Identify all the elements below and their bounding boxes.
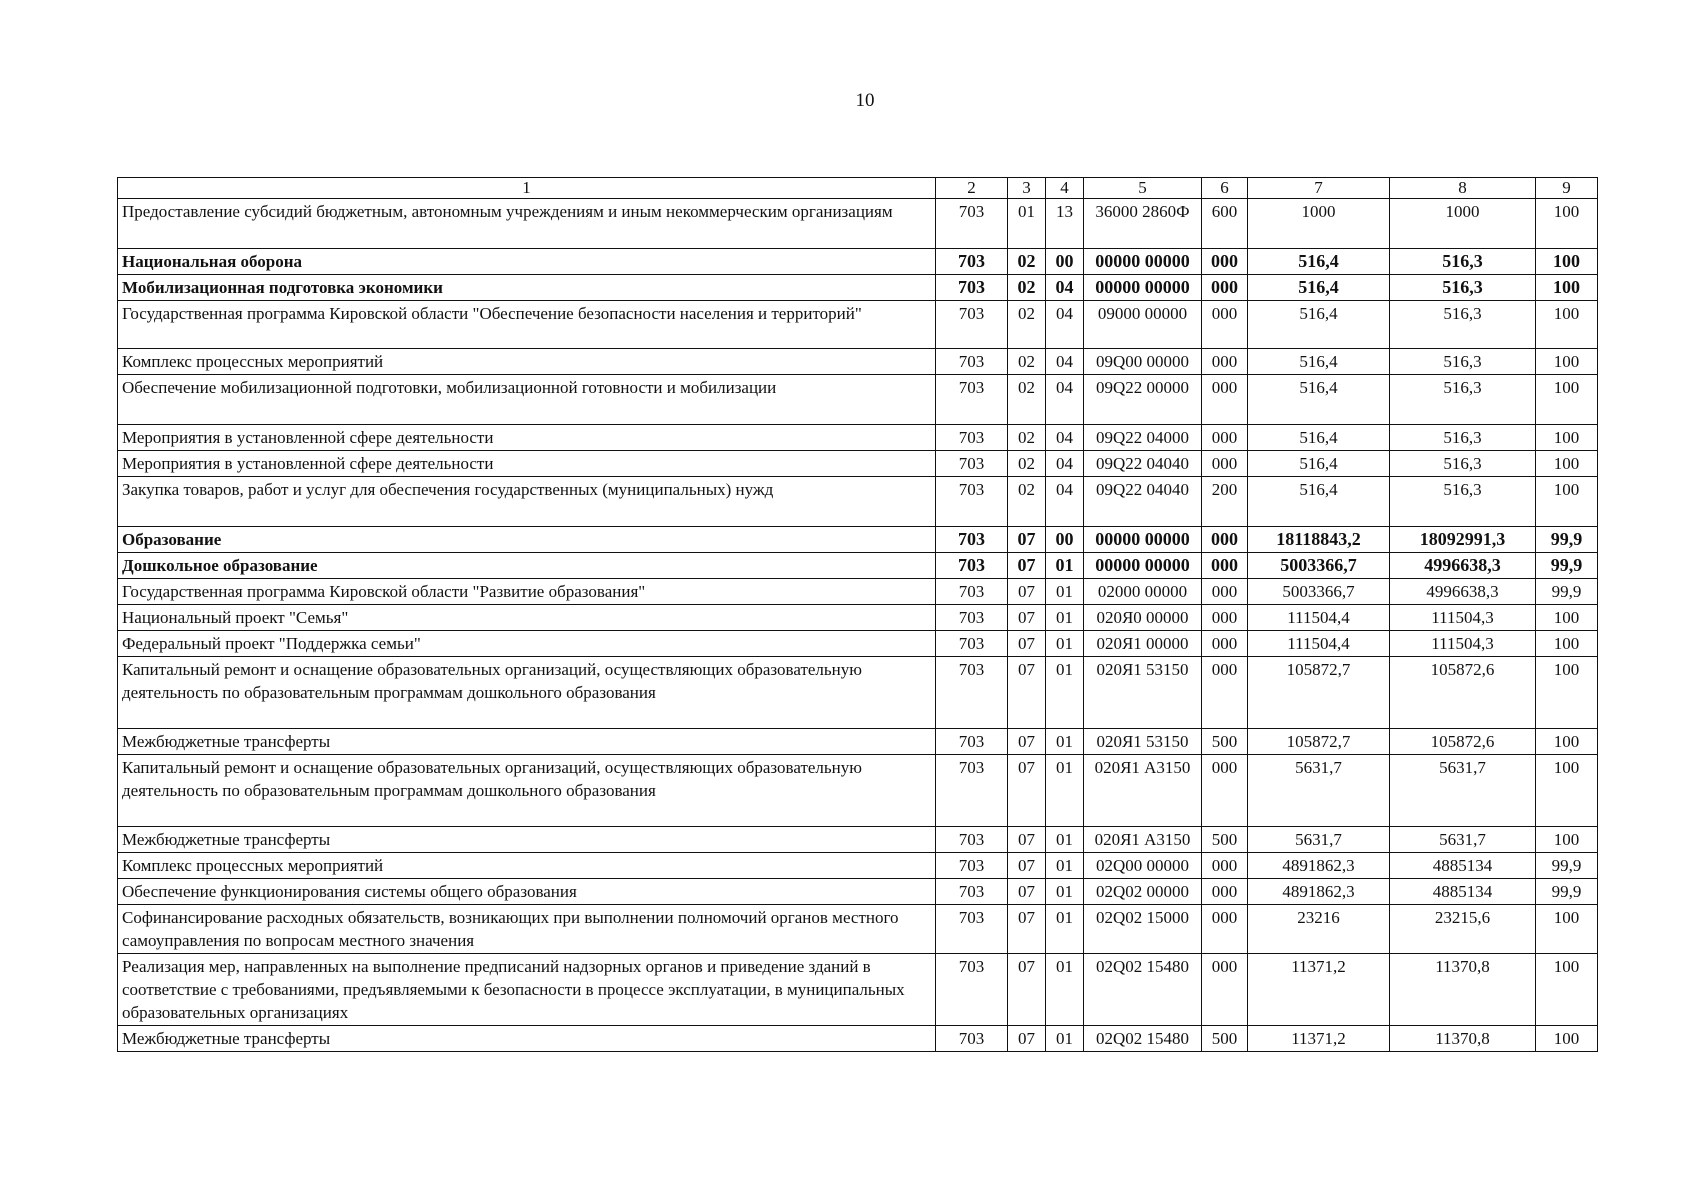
ministry-code-cell: 703 xyxy=(936,425,1008,451)
table-body xyxy=(118,199,1598,1052)
row-name-cell: Государственная программа Кировской области "Развитие образования" xyxy=(118,579,936,605)
section-code-cell: 07 xyxy=(1008,657,1046,729)
percent-cell: 100 xyxy=(1536,199,1598,249)
expense-type-cell: 000 xyxy=(1202,853,1248,879)
target-article-cell: 020Я1 А3150 xyxy=(1084,755,1202,827)
section-code-cell: 07 xyxy=(1008,605,1046,631)
planned-amount-cell: 18118843,2 xyxy=(1248,527,1390,553)
planned-amount-cell: 105872,7 xyxy=(1248,729,1390,755)
table-row xyxy=(118,301,1598,349)
subsection-code-cell: 04 xyxy=(1046,477,1084,527)
header-cell: 6 xyxy=(1202,178,1248,199)
table-row xyxy=(118,827,1598,853)
row-name-cell: Капитальный ремонт и оснащение образовательных организаций, осуществляющих образовательную деятельность по образовательным программам дошкольного образования xyxy=(118,755,936,827)
planned-amount-cell: 5631,7 xyxy=(1248,755,1390,827)
subsection-code-cell: 01 xyxy=(1046,553,1084,579)
expense-type-cell: 500 xyxy=(1202,827,1248,853)
ministry-code-cell: 703 xyxy=(936,657,1008,729)
expense-type-cell: 500 xyxy=(1202,729,1248,755)
target-article-cell: 36000 2860Ф xyxy=(1084,199,1202,249)
percent-cell: 100 xyxy=(1536,477,1598,527)
executed-amount-cell: 5631,7 xyxy=(1390,827,1536,853)
percent-cell: 100 xyxy=(1536,301,1598,349)
table-row xyxy=(118,905,1598,954)
section-code-cell: 07 xyxy=(1008,954,1046,1026)
row-name-cell: Государственная программа Кировской области "Обеспечение безопасности населения и территорий" xyxy=(118,301,936,349)
row-name-cell: Мобилизационная подготовка экономики xyxy=(118,275,936,301)
target-article-cell: 09Q22 04040 xyxy=(1084,451,1202,477)
executed-amount-cell: 516,3 xyxy=(1390,375,1536,425)
target-article-cell: 02Q02 15000 xyxy=(1084,905,1202,954)
executed-amount-cell: 516,3 xyxy=(1390,477,1536,527)
section-code-cell: 02 xyxy=(1008,477,1046,527)
subsection-code-cell: 01 xyxy=(1046,1026,1084,1052)
executed-amount-cell: 4885134 xyxy=(1390,853,1536,879)
target-article-cell: 02Q02 15480 xyxy=(1084,954,1202,1026)
section-code-cell: 02 xyxy=(1008,451,1046,477)
ministry-code-cell: 703 xyxy=(936,349,1008,375)
table-row xyxy=(118,657,1598,729)
row-name-cell: Дошкольное образование xyxy=(118,553,936,579)
section-code-cell: 07 xyxy=(1008,553,1046,579)
section-code-cell: 07 xyxy=(1008,1026,1046,1052)
executed-amount-cell: 18092991,3 xyxy=(1390,527,1536,553)
expense-type-cell: 000 xyxy=(1202,527,1248,553)
section-code-cell: 02 xyxy=(1008,275,1046,301)
expense-type-cell: 000 xyxy=(1202,879,1248,905)
percent-cell: 100 xyxy=(1536,249,1598,275)
planned-amount-cell: 111504,4 xyxy=(1248,605,1390,631)
section-code-cell: 07 xyxy=(1008,879,1046,905)
expense-type-cell: 200 xyxy=(1202,477,1248,527)
expense-type-cell: 000 xyxy=(1202,579,1248,605)
expense-type-cell: 000 xyxy=(1202,451,1248,477)
executed-amount-cell: 516,3 xyxy=(1390,349,1536,375)
row-name-cell: Мероприятия в установленной сфере деятельности xyxy=(118,451,936,477)
subsection-code-cell: 04 xyxy=(1046,451,1084,477)
table-row xyxy=(118,954,1598,1026)
table-row xyxy=(118,477,1598,527)
percent-cell: 99,9 xyxy=(1536,553,1598,579)
executed-amount-cell: 105872,6 xyxy=(1390,657,1536,729)
table-row xyxy=(118,527,1598,553)
subsection-code-cell: 01 xyxy=(1046,827,1084,853)
subsection-code-cell: 01 xyxy=(1046,729,1084,755)
target-article-cell: 020Я0 00000 xyxy=(1084,605,1202,631)
executed-amount-cell: 4996638,3 xyxy=(1390,553,1536,579)
executed-amount-cell: 5631,7 xyxy=(1390,755,1536,827)
target-article-cell: 02Q00 00000 xyxy=(1084,853,1202,879)
subsection-code-cell: 04 xyxy=(1046,375,1084,425)
row-name-cell: Межбюджетные трансферты xyxy=(118,827,936,853)
percent-cell: 100 xyxy=(1536,657,1598,729)
target-article-cell: 09Q22 00000 xyxy=(1084,375,1202,425)
ministry-code-cell: 703 xyxy=(936,579,1008,605)
header-cell: 8 xyxy=(1390,178,1536,199)
ministry-code-cell: 703 xyxy=(936,755,1008,827)
row-name-cell: Национальная оборона xyxy=(118,249,936,275)
header-cell: 2 xyxy=(936,178,1008,199)
target-article-cell: 09Q22 04040 xyxy=(1084,477,1202,527)
planned-amount-cell: 516,4 xyxy=(1248,349,1390,375)
row-name-cell: Обеспечение функционирования системы общего образования xyxy=(118,879,936,905)
percent-cell: 100 xyxy=(1536,755,1598,827)
percent-cell: 100 xyxy=(1536,631,1598,657)
percent-cell: 100 xyxy=(1536,905,1598,954)
percent-cell: 100 xyxy=(1536,954,1598,1026)
planned-amount-cell: 516,4 xyxy=(1248,425,1390,451)
percent-cell: 100 xyxy=(1536,275,1598,301)
table-row xyxy=(118,605,1598,631)
table-row xyxy=(118,755,1598,827)
ministry-code-cell: 703 xyxy=(936,527,1008,553)
planned-amount-cell: 105872,7 xyxy=(1248,657,1390,729)
table-row xyxy=(118,349,1598,375)
section-code-cell: 07 xyxy=(1008,729,1046,755)
table-row xyxy=(118,249,1598,275)
expense-type-cell: 000 xyxy=(1202,375,1248,425)
executed-amount-cell: 105872,6 xyxy=(1390,729,1536,755)
row-name-cell: Национальный проект "Семья" xyxy=(118,605,936,631)
ministry-code-cell: 703 xyxy=(936,553,1008,579)
ministry-code-cell: 703 xyxy=(936,905,1008,954)
subsection-code-cell: 01 xyxy=(1046,605,1084,631)
row-name-cell: Федеральный проект "Поддержка семьи" xyxy=(118,631,936,657)
row-name-cell: Софинансирование расходных обязательств, возникающих при выполнении полномочий органов местного самоуправления по вопросам местного значения xyxy=(118,905,936,954)
executed-amount-cell: 516,3 xyxy=(1390,301,1536,349)
ministry-code-cell: 703 xyxy=(936,853,1008,879)
section-code-cell: 02 xyxy=(1008,425,1046,451)
page-number: 10 xyxy=(855,90,875,111)
target-article-cell: 02Q02 15480 xyxy=(1084,1026,1202,1052)
executed-amount-cell: 516,3 xyxy=(1390,425,1536,451)
table-row xyxy=(118,199,1598,249)
ministry-code-cell: 703 xyxy=(936,605,1008,631)
planned-amount-cell: 516,4 xyxy=(1248,477,1390,527)
planned-amount-cell: 23216 xyxy=(1248,905,1390,954)
executed-amount-cell: 11370,8 xyxy=(1390,954,1536,1026)
expense-type-cell: 000 xyxy=(1202,954,1248,1026)
section-code-cell: 02 xyxy=(1008,375,1046,425)
section-code-cell: 07 xyxy=(1008,527,1046,553)
target-article-cell: 00000 00000 xyxy=(1084,527,1202,553)
percent-cell: 100 xyxy=(1536,349,1598,375)
row-name-cell: Капитальный ремонт и оснащение образовательных организаций, осуществляющих образовательную деятельность по образовательным программам дошкольного образования xyxy=(118,657,936,729)
section-code-cell: 07 xyxy=(1008,579,1046,605)
row-name-cell: Обеспечение мобилизационной подготовки, мобилизационной готовности и мобилизации xyxy=(118,375,936,425)
executed-amount-cell: 11370,8 xyxy=(1390,1026,1536,1052)
planned-amount-cell: 516,4 xyxy=(1248,451,1390,477)
section-code-cell: 07 xyxy=(1008,827,1046,853)
ministry-code-cell: 703 xyxy=(936,631,1008,657)
planned-amount-cell: 1000 xyxy=(1248,199,1390,249)
subsection-code-cell: 01 xyxy=(1046,954,1084,1026)
expense-type-cell: 000 xyxy=(1202,657,1248,729)
executed-amount-cell: 111504,3 xyxy=(1390,605,1536,631)
header-cell: 3 xyxy=(1008,178,1046,199)
section-code-cell: 07 xyxy=(1008,631,1046,657)
section-code-cell: 01 xyxy=(1008,199,1046,249)
ministry-code-cell: 703 xyxy=(936,477,1008,527)
percent-cell: 99,9 xyxy=(1536,527,1598,553)
table-row xyxy=(118,451,1598,477)
table-row xyxy=(118,853,1598,879)
subsection-code-cell: 04 xyxy=(1046,301,1084,349)
target-article-cell: 00000 00000 xyxy=(1084,553,1202,579)
subsection-code-cell: 01 xyxy=(1046,579,1084,605)
subsection-code-cell: 01 xyxy=(1046,755,1084,827)
ministry-code-cell: 703 xyxy=(936,275,1008,301)
table-row xyxy=(118,375,1598,425)
executed-amount-cell: 111504,3 xyxy=(1390,631,1536,657)
percent-cell: 100 xyxy=(1536,827,1598,853)
expense-type-cell: 000 xyxy=(1202,249,1248,275)
subsection-code-cell: 01 xyxy=(1046,879,1084,905)
planned-amount-cell: 5003366,7 xyxy=(1248,553,1390,579)
expense-type-cell: 000 xyxy=(1202,349,1248,375)
target-article-cell: 00000 00000 xyxy=(1084,275,1202,301)
target-article-cell: 02Q02 00000 xyxy=(1084,879,1202,905)
ministry-code-cell: 703 xyxy=(936,301,1008,349)
ministry-code-cell: 703 xyxy=(936,1026,1008,1052)
subsection-code-cell: 01 xyxy=(1046,657,1084,729)
expense-type-cell: 000 xyxy=(1202,905,1248,954)
executed-amount-cell: 4885134 xyxy=(1390,879,1536,905)
row-name-cell: Межбюджетные трансферты xyxy=(118,1026,936,1052)
planned-amount-cell: 516,4 xyxy=(1248,375,1390,425)
planned-amount-cell: 516,4 xyxy=(1248,301,1390,349)
table-row xyxy=(118,879,1598,905)
ministry-code-cell: 703 xyxy=(936,199,1008,249)
subsection-code-cell: 04 xyxy=(1046,349,1084,375)
expense-type-cell: 000 xyxy=(1202,631,1248,657)
executed-amount-cell: 1000 xyxy=(1390,199,1536,249)
ministry-code-cell: 703 xyxy=(936,954,1008,1026)
table-row xyxy=(118,425,1598,451)
row-name-cell: Предоставление субсидий бюджетным, автономным учреждениям и иным некоммерческим организациям xyxy=(118,199,936,249)
section-code-cell: 02 xyxy=(1008,349,1046,375)
subsection-code-cell: 01 xyxy=(1046,905,1084,954)
budget-table xyxy=(117,177,1598,1052)
section-code-cell: 07 xyxy=(1008,853,1046,879)
ministry-code-cell: 703 xyxy=(936,729,1008,755)
planned-amount-cell: 4891862,3 xyxy=(1248,879,1390,905)
target-article-cell: 020Я1 А3150 xyxy=(1084,827,1202,853)
executed-amount-cell: 516,3 xyxy=(1390,451,1536,477)
expense-type-cell: 500 xyxy=(1202,1026,1248,1052)
section-code-cell: 02 xyxy=(1008,249,1046,275)
planned-amount-cell: 4891862,3 xyxy=(1248,853,1390,879)
header-cell: 9 xyxy=(1536,178,1598,199)
target-article-cell: 09Q22 04000 xyxy=(1084,425,1202,451)
section-code-cell: 07 xyxy=(1008,755,1046,827)
subsection-code-cell: 00 xyxy=(1046,527,1084,553)
planned-amount-cell: 516,4 xyxy=(1248,249,1390,275)
percent-cell: 99,9 xyxy=(1536,879,1598,905)
expense-type-cell: 000 xyxy=(1202,755,1248,827)
header-cell: 5 xyxy=(1084,178,1202,199)
table-row xyxy=(118,631,1598,657)
executed-amount-cell: 516,3 xyxy=(1390,275,1536,301)
executed-amount-cell: 23215,6 xyxy=(1390,905,1536,954)
executed-amount-cell: 4996638,3 xyxy=(1390,579,1536,605)
target-article-cell: 020Я1 00000 xyxy=(1084,631,1202,657)
percent-cell: 99,9 xyxy=(1536,853,1598,879)
expense-type-cell: 000 xyxy=(1202,605,1248,631)
planned-amount-cell: 5631,7 xyxy=(1248,827,1390,853)
percent-cell: 100 xyxy=(1536,1026,1598,1052)
executed-amount-cell: 516,3 xyxy=(1390,249,1536,275)
table-header-row xyxy=(118,178,1598,199)
expense-type-cell: 000 xyxy=(1202,553,1248,579)
header-cell: 1 xyxy=(118,178,936,199)
planned-amount-cell: 516,4 xyxy=(1248,275,1390,301)
row-name-cell: Реализация мер, направленных на выполнение предписаний надзорных органов и приведение зданий в соответствие с требованиями, предъявляемыми к безопасности в процессе эксплуатации, в муниципальных образовательных организациях xyxy=(118,954,936,1026)
subsection-code-cell: 04 xyxy=(1046,425,1084,451)
percent-cell: 100 xyxy=(1536,451,1598,477)
row-name-cell: Комплекс процессных мероприятий xyxy=(118,853,936,879)
planned-amount-cell: 111504,4 xyxy=(1248,631,1390,657)
subsection-code-cell: 00 xyxy=(1046,249,1084,275)
percent-cell: 100 xyxy=(1536,425,1598,451)
table-row xyxy=(118,1026,1598,1052)
row-name-cell: Закупка товаров, работ и услуг для обеспечения государственных (муниципальных) нужд xyxy=(118,477,936,527)
planned-amount-cell: 11371,2 xyxy=(1248,954,1390,1026)
subsection-code-cell: 01 xyxy=(1046,631,1084,657)
header-cell: 7 xyxy=(1248,178,1390,199)
row-name-cell: Комплекс процессных мероприятий xyxy=(118,349,936,375)
subsection-code-cell: 13 xyxy=(1046,199,1084,249)
subsection-code-cell: 01 xyxy=(1046,853,1084,879)
target-article-cell: 02000 00000 xyxy=(1084,579,1202,605)
row-name-cell: Межбюджетные трансферты xyxy=(118,729,936,755)
header-cell: 4 xyxy=(1046,178,1084,199)
ministry-code-cell: 703 xyxy=(936,451,1008,477)
subsection-code-cell: 04 xyxy=(1046,275,1084,301)
percent-cell: 100 xyxy=(1536,375,1598,425)
ministry-code-cell: 703 xyxy=(936,827,1008,853)
ministry-code-cell: 703 xyxy=(936,375,1008,425)
expense-type-cell: 000 xyxy=(1202,301,1248,349)
table-row xyxy=(118,553,1598,579)
row-name-cell: Образование xyxy=(118,527,936,553)
ministry-code-cell: 703 xyxy=(936,879,1008,905)
target-article-cell: 09000 00000 xyxy=(1084,301,1202,349)
planned-amount-cell: 11371,2 xyxy=(1248,1026,1390,1052)
target-article-cell: 020Я1 53150 xyxy=(1084,729,1202,755)
table-row xyxy=(118,579,1598,605)
expense-type-cell: 600 xyxy=(1202,199,1248,249)
table-row xyxy=(118,275,1598,301)
percent-cell: 100 xyxy=(1536,729,1598,755)
target-article-cell: 020Я1 53150 xyxy=(1084,657,1202,729)
expense-type-cell: 000 xyxy=(1202,425,1248,451)
row-name-cell: Мероприятия в установленной сфере деятельности xyxy=(118,425,936,451)
table-row xyxy=(118,729,1598,755)
planned-amount-cell: 5003366,7 xyxy=(1248,579,1390,605)
target-article-cell: 09Q00 00000 xyxy=(1084,349,1202,375)
section-code-cell: 07 xyxy=(1008,905,1046,954)
section-code-cell: 02 xyxy=(1008,301,1046,349)
percent-cell: 99,9 xyxy=(1536,579,1598,605)
expense-type-cell: 000 xyxy=(1202,275,1248,301)
percent-cell: 100 xyxy=(1536,605,1598,631)
ministry-code-cell: 703 xyxy=(936,249,1008,275)
target-article-cell: 00000 00000 xyxy=(1084,249,1202,275)
